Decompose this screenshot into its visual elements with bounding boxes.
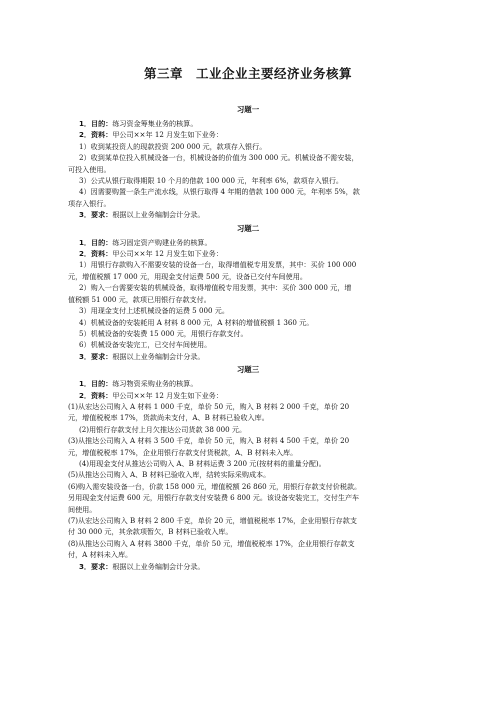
item-line: 5）机械设备的安装费 15 000 元，用银行存款支付。 (79, 328, 248, 338)
item-line: (7)从宏达公司购入 B 材料 2 800 千克，单价 20 元，增值税税率 17%，企业用银行存款支 (68, 516, 357, 525)
purpose-text: 练习资金筹集业务的核算。 (112, 119, 198, 128)
exercise-section-3 (68, 364, 428, 572)
item-line-continued: 付，A 材料未入库。 (68, 550, 133, 560)
requirement-text: 根据以上业务编制会计分录。 (112, 351, 205, 361)
item-line-continued: 付 30 000 元，其余款项暂欠，B 材料已验收入库。 (68, 527, 233, 537)
item-line: (5)从推达公司购入 A、B 材料已验收入库，结转实际采购成本。 (68, 470, 271, 480)
item-line-continued: 另用现金支付运费 600 元，用银行存款支付安装费 6 800 元。该设备安装完工，交付生产车 (68, 493, 360, 503)
item-line: (3)从推达公司购入 A 材料 3 500 千克，单价 50 元，购入 B 材料 4 500 千克，单价 20 (68, 436, 350, 446)
item-line: 4）因需要购置一条生产流水线，从银行取得 4 年期的借款 100 000 元，年利率 5%，款 (79, 187, 360, 197)
requirement-line (68, 209, 428, 220)
purpose-text: 练习物资采购业务的核算。 (112, 379, 198, 389)
purpose-line (68, 378, 428, 389)
material-label: 2．资料： (79, 130, 113, 140)
exercise-title: 习题三 (236, 365, 260, 375)
item-line: 1）用银行存款购入不需要安装的设备一台，取得增值税专用发票，其中：买价 100 000 (79, 260, 357, 270)
item-line: 2）购入一台需要安装的机械设备，取得增值税专用发票，其中：买价 300 000 元，增 (79, 283, 352, 293)
requirement-text: 根据以上业务编制会计分录。 (112, 210, 205, 220)
material-line (68, 129, 428, 140)
item-line-continued: 元，增值税税率 17%，企业用银行存款支付货税款，A、B 材料未入库。 (68, 447, 298, 457)
requirement-line (68, 351, 428, 362)
requirement-label: 3．要求： (79, 561, 113, 571)
purpose-line (68, 118, 428, 129)
item-line: 1）收到某投资人的现款投资 200 000 元，款项存入银行。 (79, 141, 267, 151)
requirement-label: 3．要求： (79, 351, 113, 361)
purpose-text: 练习固定资产购建业务的核算。 (112, 237, 212, 247)
requirement-line (68, 561, 428, 572)
exercise-section-2 (68, 223, 428, 362)
material-text: 甲公司××年 12 月发生如下业务： (112, 130, 223, 140)
purpose-label: 1．目的： (79, 119, 113, 128)
item-line: 2）收到某单位投入机械设备一台，机械设备的价值为 300 000 元。机械设备不需安装， (79, 153, 359, 163)
item-line-continued: 值税额 51 000 元，款项已用银行存款支付。 (68, 294, 211, 304)
item-line: (8)从推达公司购入 A 材料 3800 千克，单价 50 元，增值税税率 17%，企业用银行存款支 (68, 538, 355, 548)
exercise-title: 习题二 (236, 223, 260, 233)
material-line (68, 390, 428, 401)
material-line (68, 248, 428, 259)
item-line-continued: 元，增值税税率 17%，货款尚未支付，A、B 材料已验收入库。 (68, 413, 269, 423)
purpose-label: 1．目的： (79, 379, 113, 389)
item-line: 6）机械设备安装完工，已交付车间使用。 (79, 340, 212, 350)
item-line-continued: 元，增值税额 17 000 元，用现金支付运费 500 元，设备已交付车间使用。 (68, 271, 307, 281)
item-line: (4)用现金支付从推达公司购入 A、B 材料运费 3 200 元(按材料的重量分配)。 (79, 458, 326, 468)
purpose-line (68, 237, 428, 248)
item-line: (1)从宏达公司购入 A 材料 1 000 千克，单价 50 元，购入 B 材料 2 000 千克，单价 20 (68, 401, 350, 411)
item-line-continued: 间使用。 (68, 504, 97, 514)
item-line: 3）用现金支付上述机械设备的运费 5 000 元。 (79, 306, 229, 316)
requirement-text: 根据以上业务编制会计分录。 (112, 561, 205, 571)
exercise-title: 习题一 (236, 105, 260, 114)
material-label: 2．资料： (79, 249, 113, 259)
item-line-continued: 可投入使用。 (68, 164, 111, 174)
item-line: (2)用银行存款支付上月欠推达公司货款 38 000 元。 (79, 424, 247, 434)
purpose-label: 1．目的： (79, 237, 113, 247)
material-text: 甲公司××年 12 月发生如下业务： (112, 249, 223, 259)
exercise-section-1 (68, 104, 428, 221)
chapter-title: 第三章 工业企业主要经济业务核算 (143, 66, 352, 81)
item-line: 3）公式从银行取得期限 10 个月的借款 100 000 元，年利率 6%，款项存入银行。 (79, 176, 344, 186)
material-label: 2．资料： (79, 390, 113, 400)
requirement-label: 3．要求： (79, 210, 113, 220)
item-line: 4）机械设备的安装耗用 A 材料 8 000 元，A 材料的增值税额 1 360 元。 (79, 317, 314, 327)
item-line: (6)购入需安装设备一台，价款 158 000 元，增值税额 26 860 元，用银行存款支付价税款。 (68, 481, 362, 491)
item-line-continued: 项存入银行。 (68, 198, 111, 208)
material-text: 甲公司××年 12 月发生如下业务： (112, 390, 223, 400)
